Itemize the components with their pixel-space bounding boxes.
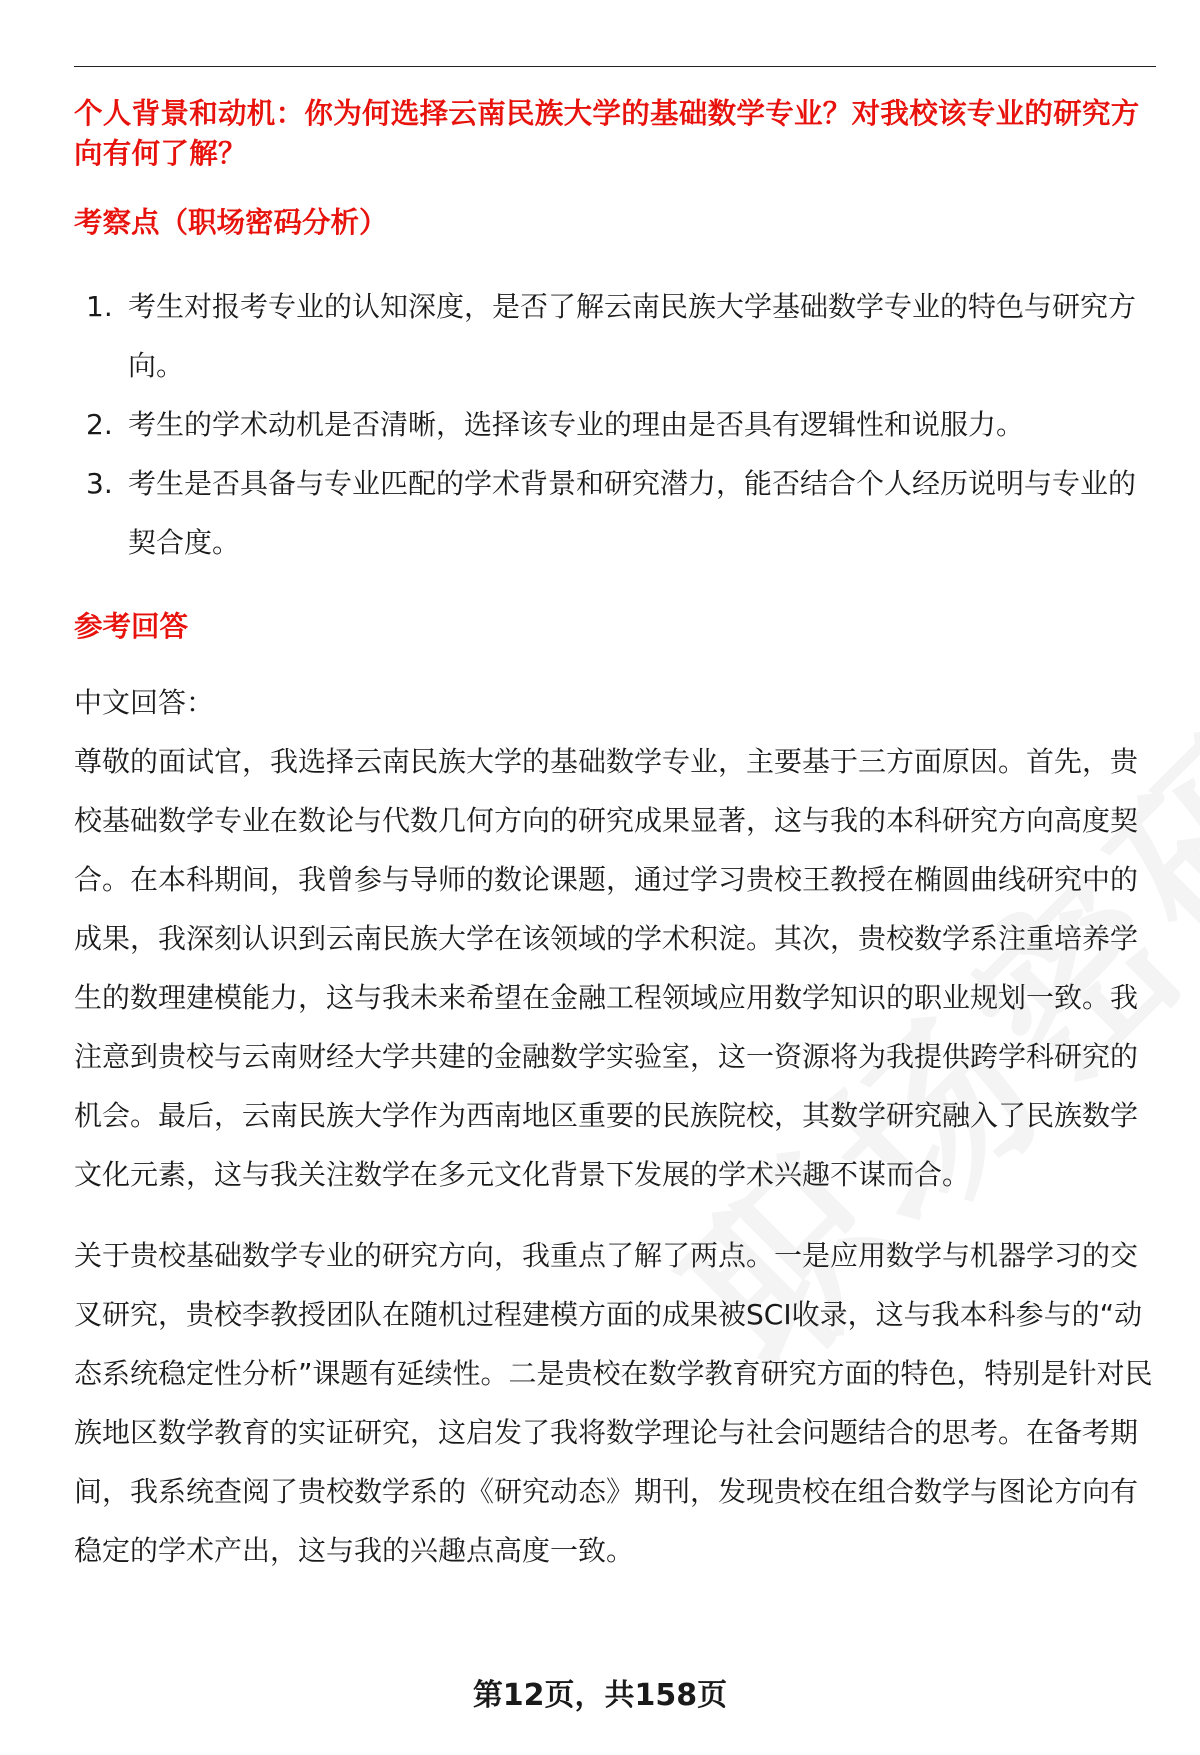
- page-number: 第12页，共158页: [472, 1678, 728, 1713]
- list-number: 3.: [86, 467, 113, 500]
- answer-paragraph-2: 关于贵校基础数学专业的研究方向，我重点了解了两点。一是应用数学与机器学习的交叉研究，贵校李教授团队在随机过程建模方面的成果被SCI收录，这与我本科参与的“动态系统稳定性分析”课题有延续性。二是贵校在数学教育研究方面的特色，特别是针对民族地区数学教育的实证研究，这启发了我将数学理论与社会问题结合的思考。在备考期间，我系统查阅了贵校数学系的《研究动态》期刊，发现贵校在组合数学与图论方向有稳定的学术产出，这与我的兴趣点高度一致。: [74, 1239, 1153, 1567]
- list-number: 1.: [86, 290, 113, 323]
- answer-paragraph-1: 尊敬的面试官，我选择云南民族大学的基础数学专业，主要基于三方面原因。首先，贵校基础数学专业在数论与代数几何方向的研究成果显著，这与我的本科研究方向高度契合。在本科期间，我曾参与导师的数论课题，通过学习贵校王教授在椭圆曲线研究中的成果，我深刻认识到云南民族大学在该领域的学术积淀。其次，贵校数学系注重培养学生的数理建模能力，这与我未来希望在金融工程领域应用数学知识的职业规划一致。我注意到贵校与云南财经大学共建的金融数学实验室，这一资源将为我提供跨学科研究的机会。最后，云南民族大学作为西南地区重要的民族院校，其数学研究融入了民族数学文化元素，这与我关注数学在多元文化背景下发展的学术兴趣不谋而合。: [74, 745, 1139, 1191]
- list-item: [74, 395, 1156, 454]
- answer-label: 中文回答：: [74, 686, 215, 719]
- list-item-text: 考生是否具备与专业匹配的学术背景和研究潜力，能否结合个人经历说明与专业的契合度。: [128, 467, 1137, 559]
- list-number: 2.: [86, 408, 113, 441]
- list-item: [74, 277, 1156, 395]
- top-divider: [74, 66, 1156, 67]
- list-item: [74, 454, 1156, 572]
- list-item-text: 考生的学术动机是否清晰，选择该专业的理由是否具有逻辑性和说服力。: [128, 408, 1025, 441]
- page-content: [74, 94, 1156, 1580]
- question-heading: 个人背景和动机：你为何选择云南民族大学的基础数学专业？对我校该专业的研究方向有何了解？: [74, 97, 1140, 170]
- points-list: [74, 277, 1156, 572]
- points-section-title: 考察点（职场密码分析）: [74, 206, 388, 239]
- answer-section-title: 参考回答: [74, 610, 189, 643]
- list-item-text: 考生对报考专业的认知深度，是否了解云南民族大学基础数学专业的特色与研究方向。: [128, 290, 1137, 382]
